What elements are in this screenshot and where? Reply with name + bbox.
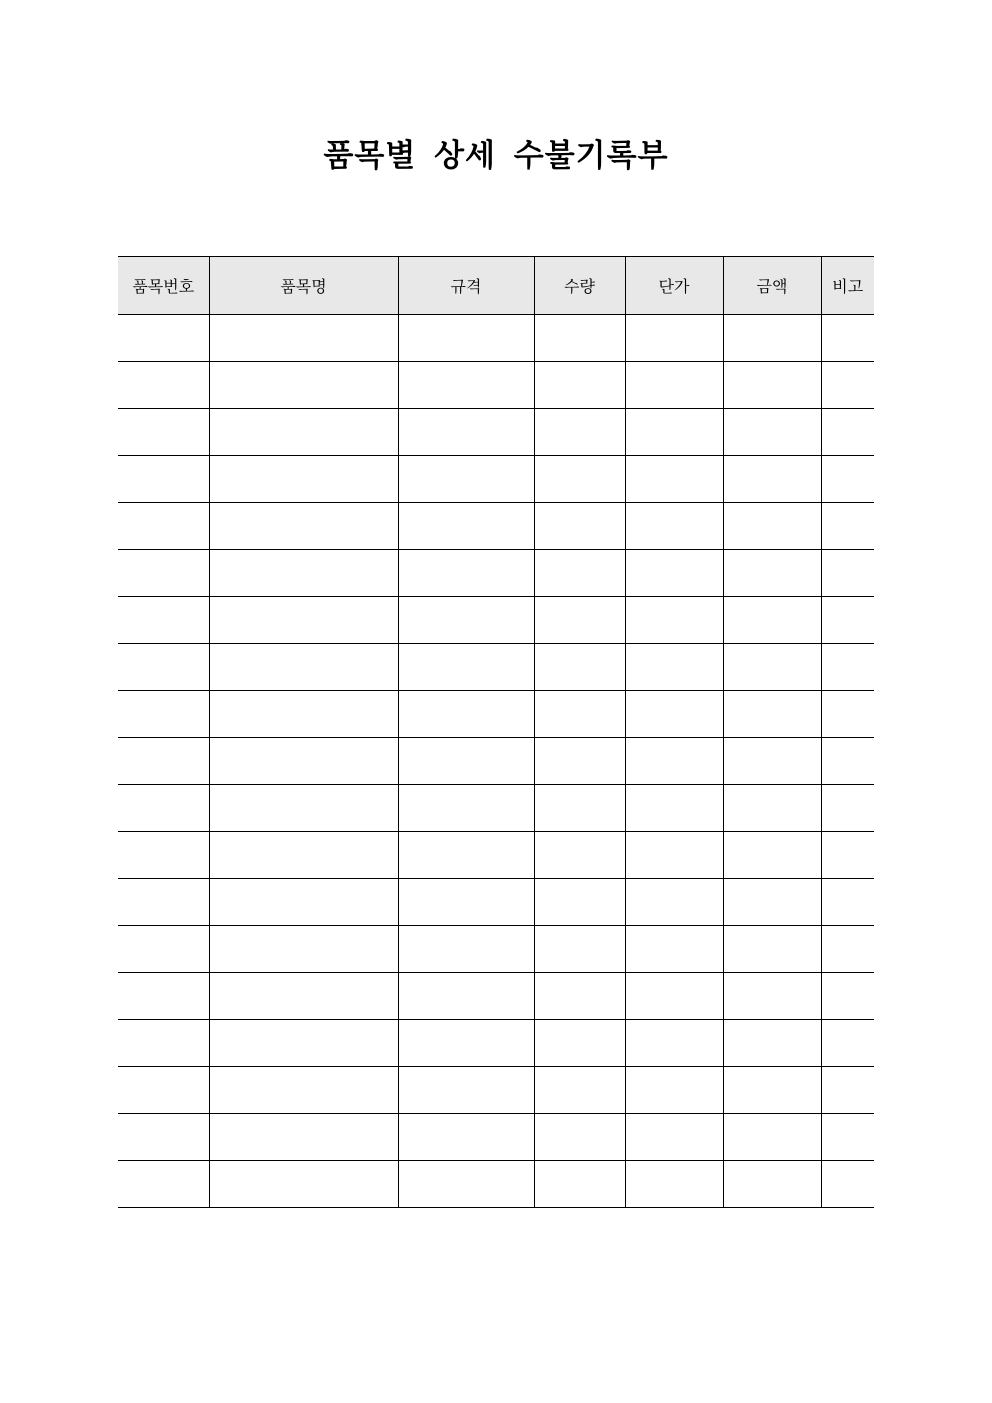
table-cell[interactable]: [625, 785, 723, 832]
table-cell[interactable]: [398, 738, 534, 785]
table-cell[interactable]: [821, 973, 874, 1020]
table-cell[interactable]: [209, 1161, 398, 1208]
table-cell[interactable]: [625, 409, 723, 456]
table-row: [118, 973, 874, 1020]
table-cell[interactable]: [723, 738, 821, 785]
table-cell[interactable]: [118, 362, 209, 409]
col-header-unit-price: 단가: [625, 257, 723, 315]
table-cell[interactable]: [625, 832, 723, 879]
table-cell[interactable]: [723, 879, 821, 926]
table-cell[interactable]: [723, 1067, 821, 1114]
document-title: 품목별 상세 수불기록부: [323, 138, 669, 174]
table-cell[interactable]: [209, 1114, 398, 1161]
table-cell[interactable]: [118, 503, 209, 550]
table-cell[interactable]: [118, 456, 209, 503]
table-cell[interactable]: [534, 597, 625, 644]
table-cell[interactable]: [209, 738, 398, 785]
table-row: [118, 409, 874, 456]
table-cell[interactable]: [209, 409, 398, 456]
table-cell[interactable]: [723, 362, 821, 409]
table-cell[interactable]: [625, 973, 723, 1020]
table-cell[interactable]: [118, 1161, 209, 1208]
table-cell[interactable]: [821, 456, 874, 503]
table-cell[interactable]: [534, 362, 625, 409]
table-cell[interactable]: [209, 691, 398, 738]
table-cell[interactable]: [209, 315, 398, 362]
table-cell[interactable]: [625, 738, 723, 785]
table-cell[interactable]: [398, 503, 534, 550]
table-cell[interactable]: [398, 1114, 534, 1161]
col-header-item-number: 품목번호: [118, 257, 209, 315]
table-cell[interactable]: [398, 926, 534, 973]
table-cell[interactable]: [723, 832, 821, 879]
table-cell[interactable]: [821, 597, 874, 644]
table-cell[interactable]: [398, 1020, 534, 1067]
table-cell[interactable]: [209, 926, 398, 973]
table-cell[interactable]: [118, 597, 209, 644]
table-cell[interactable]: [398, 644, 534, 691]
table-cell[interactable]: [534, 926, 625, 973]
table-cell[interactable]: [821, 785, 874, 832]
table-cell[interactable]: [821, 644, 874, 691]
table-cell[interactable]: [723, 1020, 821, 1067]
table-cell[interactable]: [723, 315, 821, 362]
table-cell[interactable]: [118, 315, 209, 362]
table-cell[interactable]: [821, 926, 874, 973]
table-cell[interactable]: [534, 315, 625, 362]
table-cell[interactable]: [534, 644, 625, 691]
table-cell[interactable]: [625, 597, 723, 644]
table-cell[interactable]: [398, 973, 534, 1020]
table-cell[interactable]: [821, 503, 874, 550]
table-cell[interactable]: [398, 879, 534, 926]
table-cell[interactable]: [625, 1020, 723, 1067]
table-cell[interactable]: [625, 879, 723, 926]
table-cell[interactable]: [534, 550, 625, 597]
table-cell[interactable]: [821, 1161, 874, 1208]
col-header-item-name: 품목명: [209, 257, 398, 315]
table-cell[interactable]: [534, 409, 625, 456]
table-row: [118, 832, 874, 879]
table-row: [118, 1020, 874, 1067]
ledger-body: [118, 315, 874, 1208]
table-cell[interactable]: [625, 315, 723, 362]
table-cell[interactable]: [398, 362, 534, 409]
table-cell[interactable]: [534, 456, 625, 503]
table-cell[interactable]: [723, 456, 821, 503]
table-cell[interactable]: [209, 644, 398, 691]
table-cell[interactable]: [118, 1114, 209, 1161]
table-cell[interactable]: [209, 362, 398, 409]
table-cell[interactable]: [398, 1161, 534, 1208]
table-cell[interactable]: [821, 315, 874, 362]
table-cell[interactable]: [209, 832, 398, 879]
table-cell[interactable]: [534, 879, 625, 926]
table-cell[interactable]: [534, 503, 625, 550]
table-cell[interactable]: [821, 879, 874, 926]
table-cell[interactable]: [723, 644, 821, 691]
table-row: [118, 738, 874, 785]
table-row: [118, 879, 874, 926]
table-cell[interactable]: [398, 550, 534, 597]
table-cell[interactable]: [118, 738, 209, 785]
table-cell[interactable]: [723, 503, 821, 550]
table-row: [118, 1067, 874, 1114]
table-cell[interactable]: [821, 1067, 874, 1114]
table-cell[interactable]: [723, 973, 821, 1020]
table-cell[interactable]: [625, 1114, 723, 1161]
table-cell[interactable]: [625, 1067, 723, 1114]
table-cell[interactable]: [821, 691, 874, 738]
table-cell[interactable]: [534, 1067, 625, 1114]
table-cell[interactable]: [625, 456, 723, 503]
table-cell[interactable]: [723, 926, 821, 973]
table-row: [118, 550, 874, 597]
table-cell[interactable]: [398, 785, 534, 832]
table-cell[interactable]: [625, 691, 723, 738]
table-cell[interactable]: [625, 926, 723, 973]
table-cell[interactable]: [209, 785, 398, 832]
table-cell[interactable]: [534, 973, 625, 1020]
table-cell[interactable]: [209, 1067, 398, 1114]
col-header-spec: 규격: [398, 257, 534, 315]
table-cell[interactable]: [821, 1020, 874, 1067]
table-cell[interactable]: [723, 1161, 821, 1208]
table-cell[interactable]: [534, 832, 625, 879]
table-cell[interactable]: [625, 550, 723, 597]
table-cell[interactable]: [398, 315, 534, 362]
table-cell[interactable]: [209, 503, 398, 550]
table-row: [118, 926, 874, 973]
table-cell[interactable]: [118, 1067, 209, 1114]
table-cell[interactable]: [398, 456, 534, 503]
table-cell[interactable]: [821, 550, 874, 597]
table-cell[interactable]: [118, 1020, 209, 1067]
table-cell[interactable]: [118, 832, 209, 879]
table-cell[interactable]: [118, 691, 209, 738]
header-row: [118, 257, 874, 315]
table-cell[interactable]: [723, 785, 821, 832]
table-cell[interactable]: [625, 1161, 723, 1208]
col-header-quantity: 수량: [534, 257, 625, 315]
table-cell[interactable]: [118, 926, 209, 973]
table-cell[interactable]: [821, 362, 874, 409]
table-row: [118, 1114, 874, 1161]
table-cell[interactable]: [821, 409, 874, 456]
table-cell[interactable]: [398, 832, 534, 879]
table-cell[interactable]: [534, 1020, 625, 1067]
table-cell[interactable]: [534, 1114, 625, 1161]
table-row: [118, 644, 874, 691]
col-header-remarks: 비고: [821, 257, 874, 315]
table-cell[interactable]: [723, 409, 821, 456]
table-cell[interactable]: [398, 597, 534, 644]
table-cell[interactable]: [118, 644, 209, 691]
table-cell[interactable]: [821, 738, 874, 785]
col-header-amount: 금액: [723, 257, 821, 315]
table-cell[interactable]: [398, 1067, 534, 1114]
table-row: [118, 691, 874, 738]
table-cell[interactable]: [534, 1161, 625, 1208]
table-row: [118, 315, 874, 362]
table-cell[interactable]: [209, 973, 398, 1020]
table-cell[interactable]: [723, 1114, 821, 1161]
table-row: [118, 503, 874, 550]
table-cell[interactable]: [723, 597, 821, 644]
table-cell[interactable]: [209, 597, 398, 644]
table-cell[interactable]: [625, 503, 723, 550]
table-cell[interactable]: [821, 1114, 874, 1161]
table-cell[interactable]: [723, 550, 821, 597]
table-cell[interactable]: [534, 738, 625, 785]
table-cell[interactable]: [118, 785, 209, 832]
table-cell[interactable]: [209, 550, 398, 597]
table-cell[interactable]: [723, 691, 821, 738]
table-cell[interactable]: [209, 456, 398, 503]
table-row: [118, 1161, 874, 1208]
table-cell[interactable]: [398, 691, 534, 738]
table-row: [118, 785, 874, 832]
ledger-table: [118, 256, 874, 1208]
table-cell[interactable]: [209, 879, 398, 926]
table-cell[interactable]: [118, 550, 209, 597]
table-row: [118, 362, 874, 409]
table-cell[interactable]: [821, 832, 874, 879]
table-cell[interactable]: [625, 362, 723, 409]
table-cell[interactable]: [118, 973, 209, 1020]
table-cell[interactable]: [118, 879, 209, 926]
table-row: [118, 456, 874, 503]
table-cell[interactable]: [118, 409, 209, 456]
table-cell[interactable]: [398, 409, 534, 456]
table-cell[interactable]: [625, 644, 723, 691]
table-cell[interactable]: [209, 1020, 398, 1067]
table-cell[interactable]: [534, 691, 625, 738]
table-cell[interactable]: [534, 785, 625, 832]
table-row: [118, 597, 874, 644]
